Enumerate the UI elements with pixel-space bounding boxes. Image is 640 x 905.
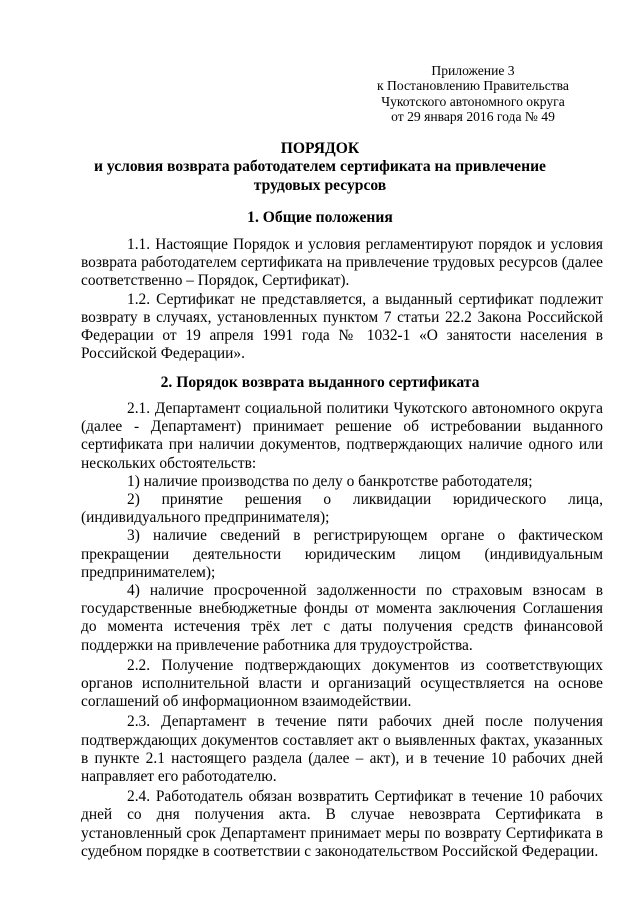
section-1-heading: 1. Общие положения bbox=[247, 209, 393, 226]
paragraph-2-2: 2.2. Получение подтверждающих документов из соответствующих органов исполнительной власти и организаций осуществляется на основе соглашений об информационном взаимодействии. bbox=[81, 656, 603, 711]
appendix-note bbox=[368, 63, 578, 125]
appendix-line-1: Приложение 3 bbox=[431, 63, 515, 78]
list-item-2: 2) принятие решения о ликвидации юридического лица, (индивидуального предпринимателя); bbox=[81, 491, 603, 527]
paragraph-2-1: 2.1. Департамент социальной политики Чукотского автономного округа (далее - Департамент) принимает решение об истребовании выданного сертификата при наличии документов, подтверждающих наличие одного или нескольких обстоятельств: bbox=[81, 400, 603, 472]
list-item-1: 1) наличие производства по делу о банкротстве работодателя; bbox=[127, 472, 533, 490]
section-1-body bbox=[81, 236, 603, 363]
list-item-3: 3) наличие сведений в регистрирующем органе о фактическом прекращении деятельности юридическим лицом (индивидуальным предпринимателем); bbox=[81, 527, 603, 581]
paragraph-1-1: 1.1. Настоящие Порядок и условия регламентируют порядок и условия возврата работодателем сертификата на привлечение трудовых ресурсов (далее соответственно – Порядок, Сертификат). bbox=[81, 236, 603, 290]
list-item-4: 4) наличие просроченной задолженности по страховым взносам в государственные внебюджетные фонды от момента заключения Соглашения до момента истечения трёх лет с даты получения средств финансовой поддержки на привлечение работника для трудоустройства. bbox=[81, 582, 603, 654]
document-title bbox=[80, 140, 560, 195]
title-main: ПОРЯДОК bbox=[280, 140, 360, 157]
appendix-line-2: к Постановлению Правительства bbox=[377, 78, 569, 94]
title-subtitle: и условия возврата работодателем сертификата на привлечение трудовых ресурсов bbox=[94, 158, 546, 194]
section-2-heading: 2. Порядок возврата выданного сертификата bbox=[160, 374, 480, 391]
appendix-line-3: Чукотского автономного округа bbox=[381, 93, 565, 109]
paragraph-2-3: 2.3. Департамент в течение пяти рабочих дней после получения подтверждающих документов составляет акт о выявленных фактах, указанных в пункте 2.1 настоящего раздела (далее – акт), и в течение 10 рабочих дней направляет его работодателю. bbox=[81, 713, 603, 786]
section-2-body bbox=[81, 400, 603, 861]
appendix-line-4: от 29 января 2016 года № 49 bbox=[391, 109, 555, 125]
paragraph-1-2: 1.2. Сертификат не представляется, а выданный сертификат подлежит возврату в случаях, установленных пунктом 7 статьи 22.2 Закона Российской Федерации от 19 апреля 1991 года № 1032-1 «О занятости населения в Российской Федерации». bbox=[81, 290, 603, 363]
paragraph-2-4: 2.4. Работодатель обязан возвратить Сертификат в течение 10 рабочих дней со дня получения акта. В случае невозврата Сертификата в установленный срок Департамент принимает меры по возврату Сертификата в судебном порядке в соответствии с законодательством Российской Федерации. bbox=[81, 788, 603, 860]
